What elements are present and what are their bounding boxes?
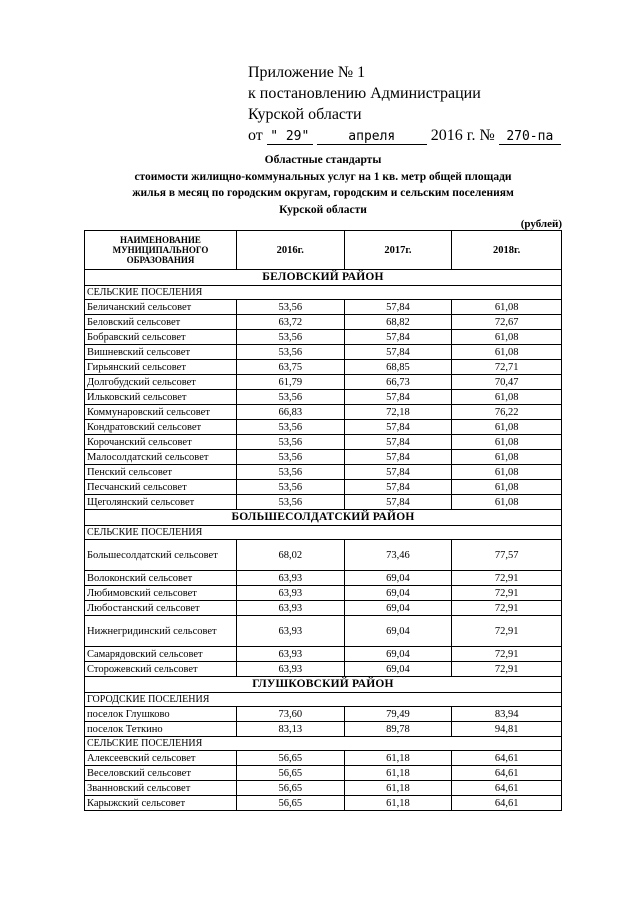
title-line-1: Областные стандарты [264, 154, 382, 166]
value-2018: 70,47 [452, 375, 562, 390]
value-2017: 72,18 [344, 405, 452, 420]
table-row [85, 601, 562, 616]
value-2016: 53,56 [236, 300, 344, 315]
value-2017: 57,84 [344, 435, 452, 450]
table-row [85, 330, 562, 345]
date-prefix: от [248, 127, 263, 144]
value-2016: 68,02 [236, 540, 344, 571]
value-2016: 63,93 [236, 586, 344, 601]
municipality-name: Нижнегридинский сельсовет [85, 616, 237, 647]
table-row [85, 405, 562, 420]
value-2016: 66,83 [236, 405, 344, 420]
value-2016: 53,56 [236, 390, 344, 405]
municipality-name: поселок Теткино [85, 722, 237, 737]
table-row [85, 375, 562, 390]
value-2017: 69,04 [344, 647, 452, 662]
value-2017: 57,84 [344, 465, 452, 480]
table-row [85, 360, 562, 375]
value-2017: 69,04 [344, 616, 452, 647]
district-row [85, 677, 562, 693]
value-2017: 68,82 [344, 315, 452, 330]
municipality-name: Большесолдатский сельсовет [85, 540, 237, 571]
value-2016: 56,65 [236, 781, 344, 796]
value-2017: 57,84 [344, 300, 452, 315]
municipality-name: Бобравский сельсовет [85, 330, 237, 345]
value-2018: 61,08 [452, 345, 562, 360]
value-2016: 53,56 [236, 450, 344, 465]
value-2016: 56,65 [236, 796, 344, 811]
value-2016: 56,65 [236, 766, 344, 781]
table-row [85, 586, 562, 601]
value-2018: 72,91 [452, 616, 562, 647]
value-2017: 66,73 [344, 375, 452, 390]
value-2018: 83,94 [452, 707, 562, 722]
value-2018: 64,61 [452, 781, 562, 796]
value-2016: 63,93 [236, 571, 344, 586]
table-row [85, 766, 562, 781]
title-line-2: стоимости жилищно-коммунальных услуг на 1 кв. метр общей площади [134, 170, 512, 183]
value-2017: 57,84 [344, 495, 452, 510]
value-2018: 61,08 [452, 300, 562, 315]
value-2017: 57,84 [344, 390, 452, 405]
table-row [85, 662, 562, 677]
table-row [85, 540, 562, 571]
municipality-name: Песчанский сельсовет [85, 480, 237, 495]
value-2017: 69,04 [344, 601, 452, 616]
value-2017: 69,04 [344, 586, 452, 601]
municipality-name: Карыжский сельсовет [85, 796, 237, 811]
value-2017: 57,84 [344, 480, 452, 495]
title-line-4: Курской области [279, 203, 367, 216]
municipality-name: Волоконский сельсовет [85, 571, 237, 586]
currency-unit: (рублей) [520, 218, 562, 230]
value-2017: 57,84 [344, 420, 452, 435]
value-2018: 64,61 [452, 766, 562, 781]
municipality-name: Кондратовский сельсовет [85, 420, 237, 435]
value-2017: 73,46 [344, 540, 452, 571]
value-2017: 61,18 [344, 766, 452, 781]
appendix-date-line [248, 125, 561, 146]
column-header-name: НАИМЕНОВАНИЕ МУНИЦИПАЛЬНОГО ОБРАЗОВАНИЯ [85, 231, 237, 270]
municipality-name: Алексеевский сельсовет [85, 751, 237, 766]
value-2018: 61,08 [452, 435, 562, 450]
value-2018: 61,08 [452, 495, 562, 510]
value-2016: 53,56 [236, 465, 344, 480]
table-row [85, 315, 562, 330]
municipality-name: Пенский сельсовет [85, 465, 237, 480]
title-line-3: жилья в месяц по городским округам, городским и сельским поселениям [132, 187, 514, 199]
column-header-2018: 2018г. [452, 231, 562, 270]
value-2018: 61,08 [452, 465, 562, 480]
table-row [85, 796, 562, 811]
value-2016: 63,75 [236, 360, 344, 375]
standards-table [84, 230, 562, 811]
municipality-name: Щеголянский сельсовет [85, 495, 237, 510]
value-2016: 53,56 [236, 420, 344, 435]
value-2017: 61,18 [344, 751, 452, 766]
table-row [85, 707, 562, 722]
value-2016: 61,79 [236, 375, 344, 390]
settlement-group-label: СЕЛЬСКИЕ ПОСЕЛЕНИЯ [85, 526, 562, 540]
table-row [85, 647, 562, 662]
value-2017: 79,49 [344, 707, 452, 722]
value-2018: 61,08 [452, 450, 562, 465]
date-year: 2016 г. № [430, 127, 495, 144]
table-row [85, 450, 562, 465]
municipality-name: Сторожевский сельсовет [85, 662, 237, 677]
value-2016: 73,60 [236, 707, 344, 722]
table-row [85, 616, 562, 647]
value-2016: 53,56 [236, 345, 344, 360]
table-row [85, 345, 562, 360]
appendix-region: Курской области [248, 106, 362, 123]
value-2018: 61,08 [452, 480, 562, 495]
table-row [85, 781, 562, 796]
value-2016: 53,56 [236, 480, 344, 495]
municipality-name: Гирьянский сельсовет [85, 360, 237, 375]
value-2018: 61,08 [452, 390, 562, 405]
municipality-name: Веселовский сельсовет [85, 766, 237, 781]
municipality-name: Любимовский сельсовет [85, 586, 237, 601]
value-2018: 72,91 [452, 586, 562, 601]
table-row [85, 571, 562, 586]
resolution-number: 270-па [499, 129, 561, 145]
value-2018: 61,08 [452, 330, 562, 345]
district-row [85, 510, 562, 526]
settlement-group-label: ГОРОДСКИЕ ПОСЕЛЕНИЯ [85, 693, 562, 707]
settlement-group-row [85, 737, 562, 751]
municipality-name: Долгобудский сельсовет [85, 375, 237, 390]
value-2017: 57,84 [344, 330, 452, 345]
table-row [85, 390, 562, 405]
municipality-name: Вишневский сельсовет [85, 345, 237, 360]
municipality-name: Ильковский сельсовет [85, 390, 237, 405]
value-2017: 69,04 [344, 662, 452, 677]
column-header-2016: 2016г. [236, 231, 344, 270]
table-body [85, 270, 562, 811]
municipality-name: Самарядовский сельсовет [85, 647, 237, 662]
value-2018: 94,81 [452, 722, 562, 737]
value-2016: 63,93 [236, 601, 344, 616]
table-row [85, 420, 562, 435]
district-name: БЕЛОВСКИЙ РАЙОН [85, 270, 562, 286]
value-2018: 72,91 [452, 647, 562, 662]
appendix-header [248, 62, 561, 146]
value-2016: 53,56 [236, 495, 344, 510]
district-name: БОЛЬШЕСОЛДАТСКИЙ РАЙОН [85, 510, 562, 526]
value-2016: 53,56 [236, 435, 344, 450]
value-2017: 61,18 [344, 796, 452, 811]
appendix-number: Приложение № 1 [248, 64, 366, 81]
value-2017: 57,84 [344, 450, 452, 465]
value-2016: 83,13 [236, 722, 344, 737]
settlement-group-row [85, 693, 562, 707]
table-row [85, 751, 562, 766]
appendix-resolution-ref: к постановлению Администрации [248, 85, 481, 102]
district-name: ГЛУШКОВСКИЙ РАЙОН [85, 677, 562, 693]
value-2018: 72,71 [452, 360, 562, 375]
value-2016: 63,93 [236, 662, 344, 677]
settlement-group-row [85, 526, 562, 540]
table-row [85, 465, 562, 480]
value-2016: 63,72 [236, 315, 344, 330]
document-title [84, 152, 562, 218]
table-row [85, 300, 562, 315]
value-2017: 89,78 [344, 722, 452, 737]
municipality-name: Беловский сельсовет [85, 315, 237, 330]
value-2018: 76,22 [452, 405, 562, 420]
value-2016: 56,65 [236, 751, 344, 766]
date-month: апреля [317, 129, 427, 145]
municipality-name: Малосолдатский сельсовет [85, 450, 237, 465]
value-2018: 72,91 [452, 601, 562, 616]
district-row [85, 270, 562, 286]
value-2016: 63,93 [236, 616, 344, 647]
value-2018: 61,08 [452, 420, 562, 435]
municipality-name: Любостанский сельсовет [85, 601, 237, 616]
settlement-group-label: СЕЛЬСКИЕ ПОСЕЛЕНИЯ [85, 737, 562, 751]
table-header-row [85, 231, 562, 270]
municipality-name: Коммунаровский сельсовет [85, 405, 237, 420]
column-header-2017: 2017г. [344, 231, 452, 270]
municipality-name: Званновский сельсовет [85, 781, 237, 796]
value-2017: 68,85 [344, 360, 452, 375]
value-2017: 61,18 [344, 781, 452, 796]
municipality-name: поселок Глушково [85, 707, 237, 722]
settlement-group-row [85, 286, 562, 300]
date-day: " 29" [267, 129, 313, 145]
value-2018: 72,91 [452, 662, 562, 677]
value-2018: 64,61 [452, 751, 562, 766]
value-2016: 63,93 [236, 647, 344, 662]
value-2016: 53,56 [236, 330, 344, 345]
table-row [85, 495, 562, 510]
value-2018: 72,91 [452, 571, 562, 586]
table-row [85, 435, 562, 450]
value-2018: 64,61 [452, 796, 562, 811]
table-row [85, 722, 562, 737]
municipality-name: Корочанский сельсовет [85, 435, 237, 450]
value-2017: 69,04 [344, 571, 452, 586]
settlement-group-label: СЕЛЬСКИЕ ПОСЕЛЕНИЯ [85, 286, 562, 300]
value-2017: 57,84 [344, 345, 452, 360]
municipality-name: Беличанский сельсовет [85, 300, 237, 315]
value-2018: 72,67 [452, 315, 562, 330]
value-2018: 77,57 [452, 540, 562, 571]
table-row [85, 480, 562, 495]
